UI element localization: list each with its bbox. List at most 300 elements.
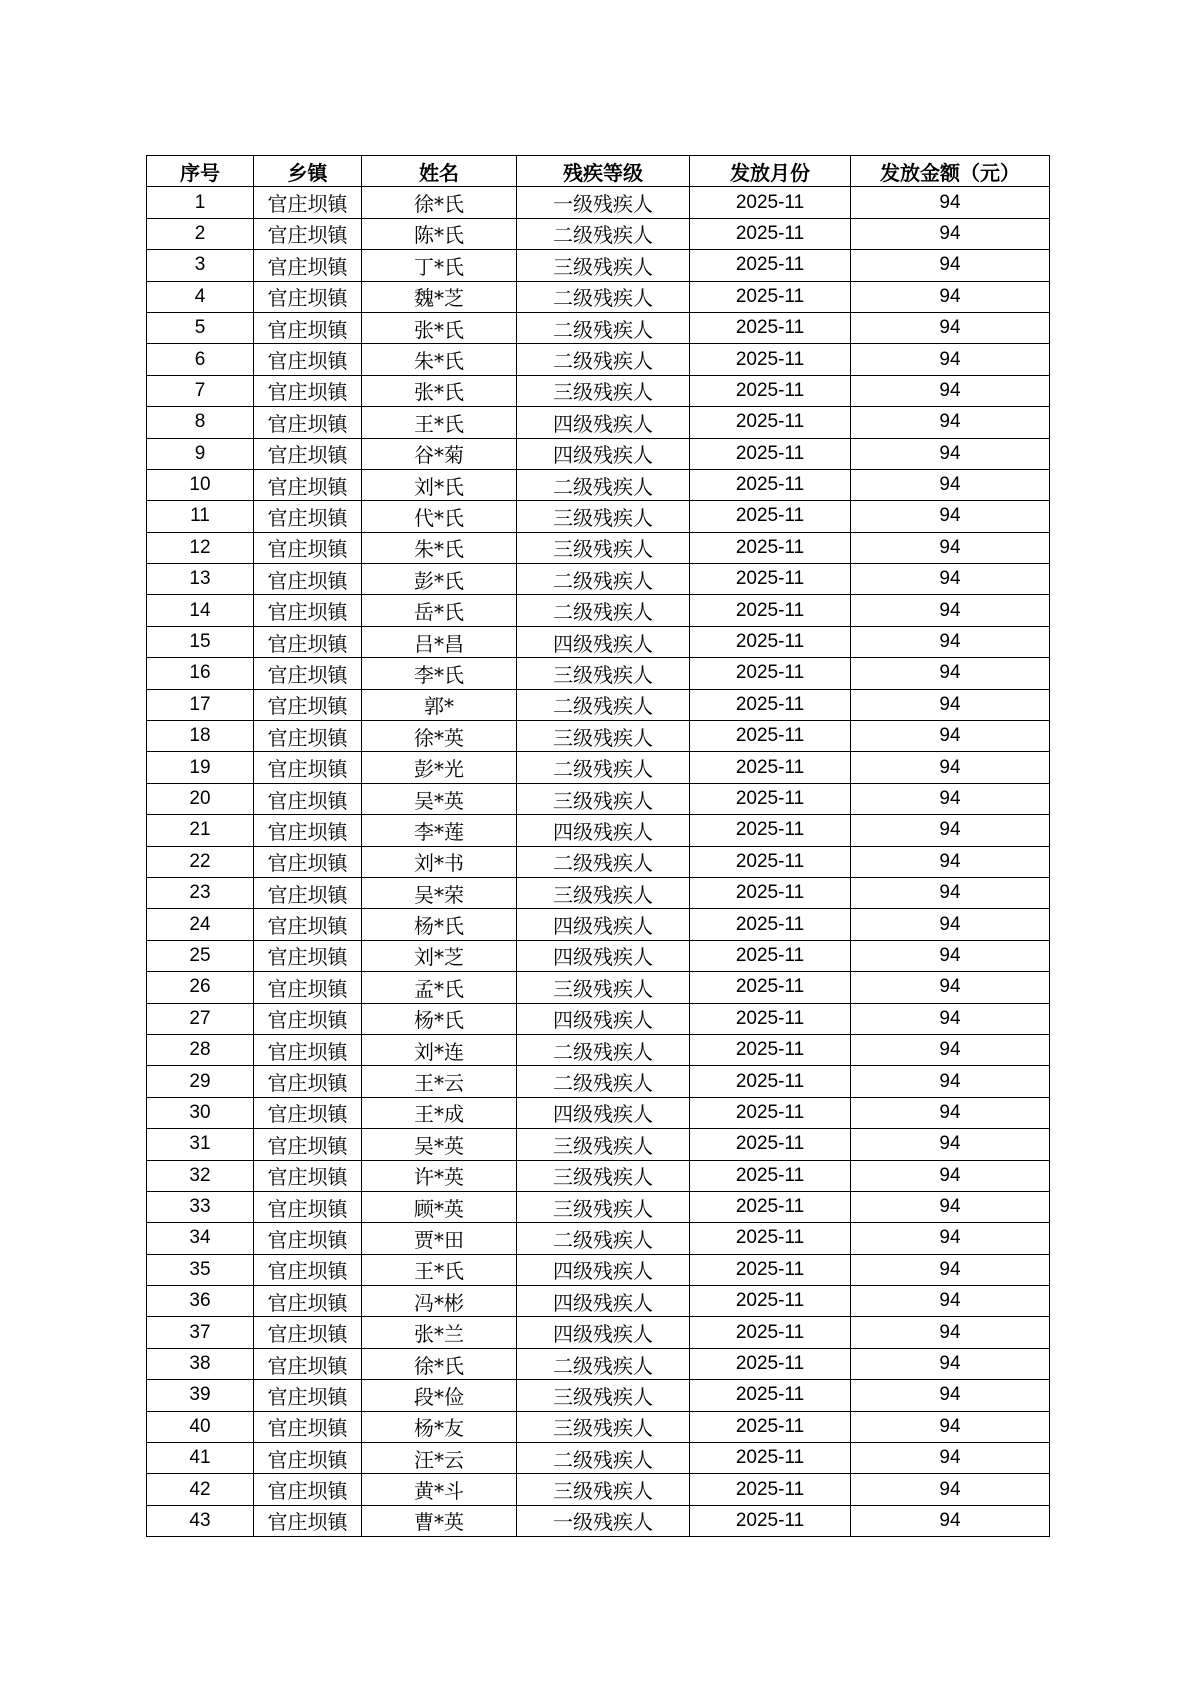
cell-township: 官庄坝镇 [254,846,362,877]
cell-township: 官庄坝镇 [254,469,362,500]
table-row [147,1254,1050,1285]
table-row [147,1223,1050,1254]
cell-name: 段*俭 [362,1380,517,1411]
cell-name: 曹*英 [362,1505,517,1536]
cell-township: 官庄坝镇 [254,877,362,908]
cell-serial-number: 21 [147,815,254,846]
cell-name: 谷*菊 [362,438,517,469]
cell-township: 官庄坝镇 [254,501,362,532]
cell-payment-amount: 94 [851,1129,1050,1160]
cell-serial-number: 26 [147,972,254,1003]
cell-payment-amount: 94 [851,1066,1050,1097]
cell-payment-amount: 94 [851,1505,1050,1536]
cell-disability-level: 二级残疾人 [517,595,690,626]
cell-disability-level: 二级残疾人 [517,1066,690,1097]
cell-payment-month: 2025-11 [690,438,851,469]
table-row [147,595,1050,626]
table-row [147,1097,1050,1128]
cell-serial-number: 38 [147,1348,254,1379]
cell-township: 官庄坝镇 [254,187,362,218]
table-row [147,1474,1050,1505]
cell-payment-amount: 94 [851,1254,1050,1285]
cell-payment-amount: 94 [851,501,1050,532]
cell-name: 杨*友 [362,1411,517,1442]
cell-name: 郭* [362,689,517,720]
table-row [147,250,1050,281]
cell-disability-level: 三级残疾人 [517,1129,690,1160]
table-row [147,532,1050,563]
cell-payment-amount: 94 [851,1097,1050,1128]
table-row [147,1066,1050,1097]
cell-disability-level: 二级残疾人 [517,689,690,720]
cell-disability-level: 四级残疾人 [517,909,690,940]
cell-disability-level: 四级残疾人 [517,1003,690,1034]
cell-serial-number: 1 [147,187,254,218]
cell-township: 官庄坝镇 [254,972,362,1003]
cell-township: 官庄坝镇 [254,1317,362,1348]
cell-name: 朱*氏 [362,344,517,375]
table-row [147,1160,1050,1191]
cell-payment-amount: 94 [851,250,1050,281]
cell-serial-number: 6 [147,344,254,375]
cell-payment-month: 2025-11 [690,1003,851,1034]
cell-name: 魏*芝 [362,281,517,312]
cell-disability-level: 三级残疾人 [517,1160,690,1191]
cell-township: 官庄坝镇 [254,1223,362,1254]
cell-payment-amount: 94 [851,1317,1050,1348]
cell-payment-amount: 94 [851,218,1050,249]
cell-payment-amount: 94 [851,721,1050,752]
cell-payment-amount: 94 [851,1034,1050,1065]
cell-township: 官庄坝镇 [254,1129,362,1160]
cell-disability-level: 三级残疾人 [517,1380,690,1411]
cell-name: 王*云 [362,1066,517,1097]
cell-payment-month: 2025-11 [690,1097,851,1128]
cell-name: 张*兰 [362,1317,517,1348]
cell-disability-level: 二级残疾人 [517,1443,690,1474]
cell-payment-amount: 94 [851,438,1050,469]
table-row [147,375,1050,406]
cell-disability-level: 二级残疾人 [517,312,690,343]
header-name: 姓名 [362,156,517,187]
cell-payment-month: 2025-11 [690,815,851,846]
cell-payment-amount: 94 [851,626,1050,657]
cell-name: 许*英 [362,1160,517,1191]
cell-township: 官庄坝镇 [254,1348,362,1379]
cell-disability-level: 二级残疾人 [517,564,690,595]
cell-payment-month: 2025-11 [690,250,851,281]
cell-payment-month: 2025-11 [690,564,851,595]
table-row [147,1003,1050,1034]
table-row [147,1411,1050,1442]
table-row [147,564,1050,595]
cell-township: 官庄坝镇 [254,564,362,595]
cell-serial-number: 11 [147,501,254,532]
cell-payment-amount: 94 [851,344,1050,375]
cell-disability-level: 四级残疾人 [517,815,690,846]
table-row [147,1443,1050,1474]
table-row [147,1380,1050,1411]
cell-serial-number: 8 [147,407,254,438]
table-row [147,407,1050,438]
cell-disability-level: 三级残疾人 [517,877,690,908]
header-serial-number: 序号 [147,156,254,187]
cell-disability-level: 二级残疾人 [517,1348,690,1379]
cell-township: 官庄坝镇 [254,1443,362,1474]
cell-serial-number: 32 [147,1160,254,1191]
table-row [147,972,1050,1003]
cell-payment-month: 2025-11 [690,626,851,657]
cell-disability-level: 二级残疾人 [517,752,690,783]
cell-payment-amount: 94 [851,1223,1050,1254]
cell-township: 官庄坝镇 [254,783,362,814]
cell-payment-month: 2025-11 [690,532,851,563]
cell-name: 杨*氏 [362,909,517,940]
cell-name: 冯*彬 [362,1286,517,1317]
cell-payment-month: 2025-11 [690,1443,851,1474]
table-row [147,689,1050,720]
cell-payment-month: 2025-11 [690,1505,851,1536]
cell-township: 官庄坝镇 [254,218,362,249]
table-row [147,501,1050,532]
cell-serial-number: 13 [147,564,254,595]
cell-serial-number: 17 [147,689,254,720]
cell-name: 徐*氏 [362,187,517,218]
cell-disability-level: 四级残疾人 [517,1097,690,1128]
cell-township: 官庄坝镇 [254,1034,362,1065]
table-header-row [147,156,1050,187]
cell-disability-level: 三级残疾人 [517,501,690,532]
cell-payment-amount: 94 [851,407,1050,438]
cell-township: 官庄坝镇 [254,815,362,846]
cell-disability-level: 三级残疾人 [517,1474,690,1505]
cell-name: 徐*英 [362,721,517,752]
cell-disability-level: 二级残疾人 [517,281,690,312]
cell-serial-number: 19 [147,752,254,783]
cell-serial-number: 9 [147,438,254,469]
table-row [147,187,1050,218]
cell-payment-amount: 94 [851,689,1050,720]
cell-payment-month: 2025-11 [690,909,851,940]
cell-payment-month: 2025-11 [690,721,851,752]
cell-serial-number: 18 [147,721,254,752]
table-row [147,1286,1050,1317]
cell-payment-month: 2025-11 [690,1129,851,1160]
cell-payment-month: 2025-11 [690,752,851,783]
header-payment-month: 发放月份 [690,156,851,187]
cell-disability-level: 一级残疾人 [517,1505,690,1536]
cell-payment-month: 2025-11 [690,783,851,814]
cell-township: 官庄坝镇 [254,626,362,657]
cell-name: 陈*氏 [362,218,517,249]
cell-disability-level: 四级残疾人 [517,407,690,438]
cell-serial-number: 41 [147,1443,254,1474]
cell-name: 王*氏 [362,1254,517,1285]
table-row [147,1191,1050,1222]
cell-name: 刘*书 [362,846,517,877]
cell-payment-amount: 94 [851,564,1050,595]
cell-payment-month: 2025-11 [690,1191,851,1222]
cell-township: 官庄坝镇 [254,1505,362,1536]
table-row [147,1505,1050,1536]
cell-payment-month: 2025-11 [690,501,851,532]
cell-payment-month: 2025-11 [690,1474,851,1505]
cell-serial-number: 14 [147,595,254,626]
cell-serial-number: 15 [147,626,254,657]
table-row [147,752,1050,783]
cell-township: 官庄坝镇 [254,595,362,626]
cell-payment-month: 2025-11 [690,1160,851,1191]
cell-township: 官庄坝镇 [254,281,362,312]
cell-disability-level: 二级残疾人 [517,218,690,249]
cell-payment-amount: 94 [851,187,1050,218]
cell-payment-amount: 94 [851,846,1050,877]
cell-name: 贾*田 [362,1223,517,1254]
cell-payment-amount: 94 [851,312,1050,343]
cell-township: 官庄坝镇 [254,1003,362,1034]
cell-serial-number: 4 [147,281,254,312]
cell-payment-month: 2025-11 [690,218,851,249]
cell-payment-month: 2025-11 [690,1317,851,1348]
cell-name: 代*氏 [362,501,517,532]
cell-serial-number: 33 [147,1191,254,1222]
cell-township: 官庄坝镇 [254,1411,362,1442]
table-body [147,187,1050,1537]
cell-serial-number: 2 [147,218,254,249]
cell-name: 徐*氏 [362,1348,517,1379]
cell-payment-month: 2025-11 [690,1254,851,1285]
table-row [147,815,1050,846]
cell-disability-level: 二级残疾人 [517,1034,690,1065]
cell-disability-level: 三级残疾人 [517,1411,690,1442]
cell-disability-level: 二级残疾人 [517,1223,690,1254]
table-row [147,783,1050,814]
cell-payment-month: 2025-11 [690,1034,851,1065]
cell-name: 张*氏 [362,312,517,343]
cell-serial-number: 3 [147,250,254,281]
table-row [147,658,1050,689]
cell-payment-month: 2025-11 [690,281,851,312]
table-row [147,1348,1050,1379]
cell-payment-month: 2025-11 [690,1348,851,1379]
table-row [147,344,1050,375]
cell-name: 王*氏 [362,407,517,438]
cell-disability-level: 三级残疾人 [517,1191,690,1222]
cell-payment-month: 2025-11 [690,1286,851,1317]
table-row [147,312,1050,343]
cell-township: 官庄坝镇 [254,407,362,438]
cell-disability-level: 三级残疾人 [517,250,690,281]
table-row [147,1317,1050,1348]
cell-payment-month: 2025-11 [690,187,851,218]
cell-name: 朱*氏 [362,532,517,563]
cell-township: 官庄坝镇 [254,312,362,343]
cell-serial-number: 28 [147,1034,254,1065]
cell-name: 彭*氏 [362,564,517,595]
cell-name: 吴*英 [362,783,517,814]
cell-payment-month: 2025-11 [690,1223,851,1254]
cell-township: 官庄坝镇 [254,1474,362,1505]
cell-disability-level: 二级残疾人 [517,344,690,375]
cell-disability-level: 四级残疾人 [517,1317,690,1348]
table-row [147,438,1050,469]
cell-disability-level: 二级残疾人 [517,469,690,500]
cell-serial-number: 43 [147,1505,254,1536]
table-row [147,626,1050,657]
cell-township: 官庄坝镇 [254,344,362,375]
table-row [147,469,1050,500]
cell-township: 官庄坝镇 [254,532,362,563]
table-row [147,721,1050,752]
cell-township: 官庄坝镇 [254,721,362,752]
cell-payment-month: 2025-11 [690,407,851,438]
cell-name: 黄*斗 [362,1474,517,1505]
cell-payment-month: 2025-11 [690,375,851,406]
cell-payment-amount: 94 [851,909,1050,940]
cell-payment-month: 2025-11 [690,1066,851,1097]
cell-serial-number: 20 [147,783,254,814]
cell-name: 岳*氏 [362,595,517,626]
cell-name: 杨*氏 [362,1003,517,1034]
cell-payment-month: 2025-11 [690,469,851,500]
cell-payment-amount: 94 [851,1160,1050,1191]
cell-payment-amount: 94 [851,658,1050,689]
cell-serial-number: 24 [147,909,254,940]
cell-payment-month: 2025-11 [690,344,851,375]
cell-disability-level: 三级残疾人 [517,972,690,1003]
cell-name: 吴*荣 [362,877,517,908]
cell-payment-amount: 94 [851,375,1050,406]
cell-payment-amount: 94 [851,752,1050,783]
cell-payment-amount: 94 [851,815,1050,846]
cell-township: 官庄坝镇 [254,658,362,689]
cell-serial-number: 37 [147,1317,254,1348]
cell-disability-level: 四级残疾人 [517,1286,690,1317]
table-row [147,281,1050,312]
cell-serial-number: 16 [147,658,254,689]
cell-serial-number: 35 [147,1254,254,1285]
cell-township: 官庄坝镇 [254,1286,362,1317]
cell-name: 王*成 [362,1097,517,1128]
cell-payment-month: 2025-11 [690,1411,851,1442]
header-township: 乡镇 [254,156,362,187]
cell-name: 吕*昌 [362,626,517,657]
cell-payment-amount: 94 [851,281,1050,312]
cell-disability-level: 三级残疾人 [517,658,690,689]
cell-serial-number: 34 [147,1223,254,1254]
cell-payment-amount: 94 [851,1380,1050,1411]
cell-payment-amount: 94 [851,1191,1050,1222]
subsidy-table [146,155,1050,1537]
cell-payment-month: 2025-11 [690,312,851,343]
cell-name: 刘*氏 [362,469,517,500]
cell-payment-month: 2025-11 [690,972,851,1003]
cell-name: 吴*英 [362,1129,517,1160]
header-disability-level: 残疾等级 [517,156,690,187]
cell-name: 李*莲 [362,815,517,846]
cell-payment-month: 2025-11 [690,877,851,908]
cell-serial-number: 30 [147,1097,254,1128]
cell-payment-month: 2025-11 [690,846,851,877]
cell-disability-level: 四级残疾人 [517,626,690,657]
cell-township: 官庄坝镇 [254,940,362,971]
cell-payment-amount: 94 [851,1286,1050,1317]
cell-disability-level: 四级残疾人 [517,438,690,469]
cell-payment-amount: 94 [851,1348,1050,1379]
cell-payment-amount: 94 [851,532,1050,563]
cell-serial-number: 27 [147,1003,254,1034]
cell-township: 官庄坝镇 [254,1254,362,1285]
cell-serial-number: 22 [147,846,254,877]
cell-disability-level: 三级残疾人 [517,721,690,752]
cell-disability-level: 三级残疾人 [517,532,690,563]
cell-payment-amount: 94 [851,940,1050,971]
cell-name: 孟*氏 [362,972,517,1003]
cell-serial-number: 40 [147,1411,254,1442]
cell-disability-level: 一级残疾人 [517,187,690,218]
cell-name: 顾*英 [362,1191,517,1222]
cell-payment-amount: 94 [851,1443,1050,1474]
cell-name: 刘*芝 [362,940,517,971]
cell-township: 官庄坝镇 [254,375,362,406]
cell-serial-number: 7 [147,375,254,406]
cell-township: 官庄坝镇 [254,752,362,783]
cell-name: 彭*光 [362,752,517,783]
cell-payment-amount: 94 [851,1474,1050,1505]
table-row [147,1034,1050,1065]
cell-payment-amount: 94 [851,1411,1050,1442]
cell-township: 官庄坝镇 [254,1191,362,1222]
table-row [147,846,1050,877]
cell-serial-number: 10 [147,469,254,500]
cell-payment-amount: 94 [851,877,1050,908]
cell-disability-level: 三级残疾人 [517,375,690,406]
cell-payment-amount: 94 [851,469,1050,500]
cell-disability-level: 二级残疾人 [517,846,690,877]
cell-township: 官庄坝镇 [254,1097,362,1128]
cell-payment-amount: 94 [851,783,1050,814]
table-row [147,1129,1050,1160]
cell-serial-number: 42 [147,1474,254,1505]
cell-payment-month: 2025-11 [690,689,851,720]
cell-township: 官庄坝镇 [254,689,362,720]
cell-township: 官庄坝镇 [254,1066,362,1097]
cell-serial-number: 23 [147,877,254,908]
cell-serial-number: 36 [147,1286,254,1317]
cell-payment-amount: 94 [851,972,1050,1003]
cell-township: 官庄坝镇 [254,438,362,469]
cell-disability-level: 三级残疾人 [517,783,690,814]
cell-payment-month: 2025-11 [690,658,851,689]
table-row [147,218,1050,249]
cell-disability-level: 四级残疾人 [517,1254,690,1285]
cell-payment-month: 2025-11 [690,940,851,971]
cell-township: 官庄坝镇 [254,1380,362,1411]
table-row [147,940,1050,971]
cell-serial-number: 31 [147,1129,254,1160]
cell-township: 官庄坝镇 [254,250,362,281]
cell-payment-month: 2025-11 [690,595,851,626]
cell-payment-month: 2025-11 [690,1380,851,1411]
cell-serial-number: 5 [147,312,254,343]
table-row [147,877,1050,908]
cell-serial-number: 29 [147,1066,254,1097]
cell-name: 李*氏 [362,658,517,689]
cell-serial-number: 12 [147,532,254,563]
cell-payment-amount: 94 [851,1003,1050,1034]
cell-payment-amount: 94 [851,595,1050,626]
cell-name: 刘*连 [362,1034,517,1065]
